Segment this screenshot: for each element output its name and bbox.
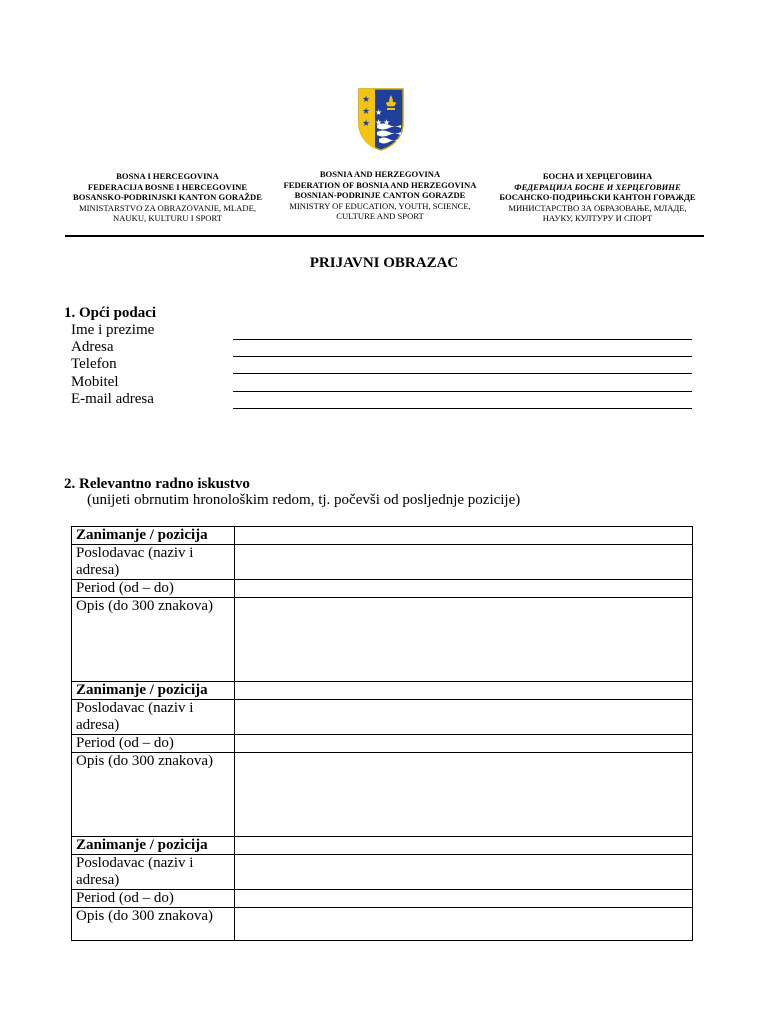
table-row (72, 598, 693, 682)
coat-of-arms-icon (353, 87, 409, 151)
field-label-mobile: Mobitel (71, 374, 119, 390)
description-label: Opis (do 300 znakova) (72, 598, 235, 682)
name-input-line[interactable] (233, 339, 692, 340)
period-label: Period (od – do) (72, 890, 235, 908)
position-cell[interactable] (235, 682, 693, 700)
header-line: BOSNA I HERCEGOVINA (116, 171, 219, 181)
table-row (72, 580, 693, 598)
table-row (72, 890, 693, 908)
field-label-name: Ime i prezime (71, 322, 155, 338)
employer-cell[interactable] (235, 545, 693, 580)
employer-cell[interactable] (235, 700, 693, 735)
description-cell[interactable] (235, 753, 693, 837)
header-line: MINISTARSTVO ZA OBRAZOVANJE, MLADE, (78, 202, 256, 213)
header-line: MINISTRY OF EDUCATION, YOUTH, SCIENCE, (289, 200, 471, 211)
description-cell[interactable] (235, 598, 693, 682)
phone-input-line[interactable] (233, 373, 692, 374)
employer-label: Poslodavac (naziv i adresa) (72, 545, 235, 580)
header-line: FEDERACIJA BOSNE I HERCEGOVINE (87, 181, 248, 192)
table-row (72, 545, 693, 580)
description-label: Opis (do 300 znakova) (72, 753, 235, 837)
table-row (72, 908, 693, 941)
table-row (72, 855, 693, 890)
svg-text:★: ★ (362, 107, 371, 117)
header-middle (270, 169, 490, 222)
table-row (72, 735, 693, 753)
employer-label: Poslodavac (naziv i adresa) (72, 700, 235, 735)
header-line: BOSNIAN-PODRINJE CANTON GORAZDE (294, 190, 466, 201)
experience-table (71, 526, 693, 941)
period-cell[interactable] (235, 580, 693, 598)
section-2-note: (unijeti obrnutim hronološkim redom, tj. počevši od posljednje pozicije) (87, 492, 521, 508)
header-line: БОСАНСКО-ПОДРИЊСКИ КАНТОН ГОРАЖДЕ (499, 192, 696, 203)
header-line: BOSANSKO-PODRINJSKI KANTON GORAŽDE (73, 192, 262, 203)
email-input-line[interactable] (233, 408, 692, 409)
period-cell[interactable] (235, 735, 693, 753)
header-left (65, 171, 270, 224)
section-1-heading: 1. Opći podaci (64, 305, 157, 321)
mobile-input-line[interactable] (233, 391, 692, 392)
description-label: Opis (do 300 znakova) (72, 908, 235, 941)
header-line: NAUKU, KULTURU I SPORT (113, 213, 222, 224)
description-cell[interactable] (235, 908, 693, 941)
svg-text:★: ★ (375, 108, 383, 117)
field-label-address: Adresa (71, 339, 114, 355)
header-line: ФЕДЕРАЦИЈА БОСНЕ И ХЕРЦЕГОВИНЕ (514, 181, 681, 192)
employer-label: Poslodavac (naziv i adresa) (72, 855, 235, 890)
svg-text:★: ★ (362, 95, 371, 105)
svg-text:★: ★ (383, 118, 391, 127)
header-right (490, 171, 705, 224)
table-row (72, 682, 693, 700)
table-row (72, 700, 693, 735)
header-line: БОСНА И ХЕРЦЕГОВИНА (542, 171, 653, 181)
table-row (72, 837, 693, 855)
table-row (72, 527, 693, 545)
position-cell[interactable] (235, 527, 693, 545)
period-label: Period (od – do) (72, 735, 235, 753)
header-line: МИНИСТАРСТВО ЗА ОБРАЗОВАЊЕ, МЛАДЕ, (508, 202, 687, 213)
period-label: Period (od – do) (72, 580, 235, 598)
svg-text:★: ★ (362, 119, 371, 129)
period-cell[interactable] (235, 890, 693, 908)
header-line: BOSNIA AND HERZEGOVINA (319, 169, 441, 179)
address-input-line[interactable] (233, 356, 692, 357)
header-line: НАУКУ, КУЛТУРУ И СПОРТ (542, 213, 653, 224)
position-cell[interactable] (235, 837, 693, 855)
header-line: FEDERATION OF BOSNIA AND HERZEGOVINA (283, 179, 477, 190)
header-divider (65, 235, 704, 237)
section-2-heading: 2. Relevantno radno iskustvo (64, 476, 250, 492)
field-label-email: E-mail adresa (71, 391, 154, 407)
position-label: Zanimanje / pozicija (72, 682, 235, 700)
employer-cell[interactable] (235, 855, 693, 890)
table-row (72, 753, 693, 837)
header-line: CULTURE AND SPORT (336, 211, 424, 222)
position-label: Zanimanje / pozicija (72, 837, 235, 855)
position-label: Zanimanje / pozicija (72, 527, 235, 545)
page-title: PRIJAVNI OBRAZAC (309, 255, 459, 271)
svg-text:★: ★ (375, 118, 383, 127)
field-label-phone: Telefon (71, 356, 117, 372)
